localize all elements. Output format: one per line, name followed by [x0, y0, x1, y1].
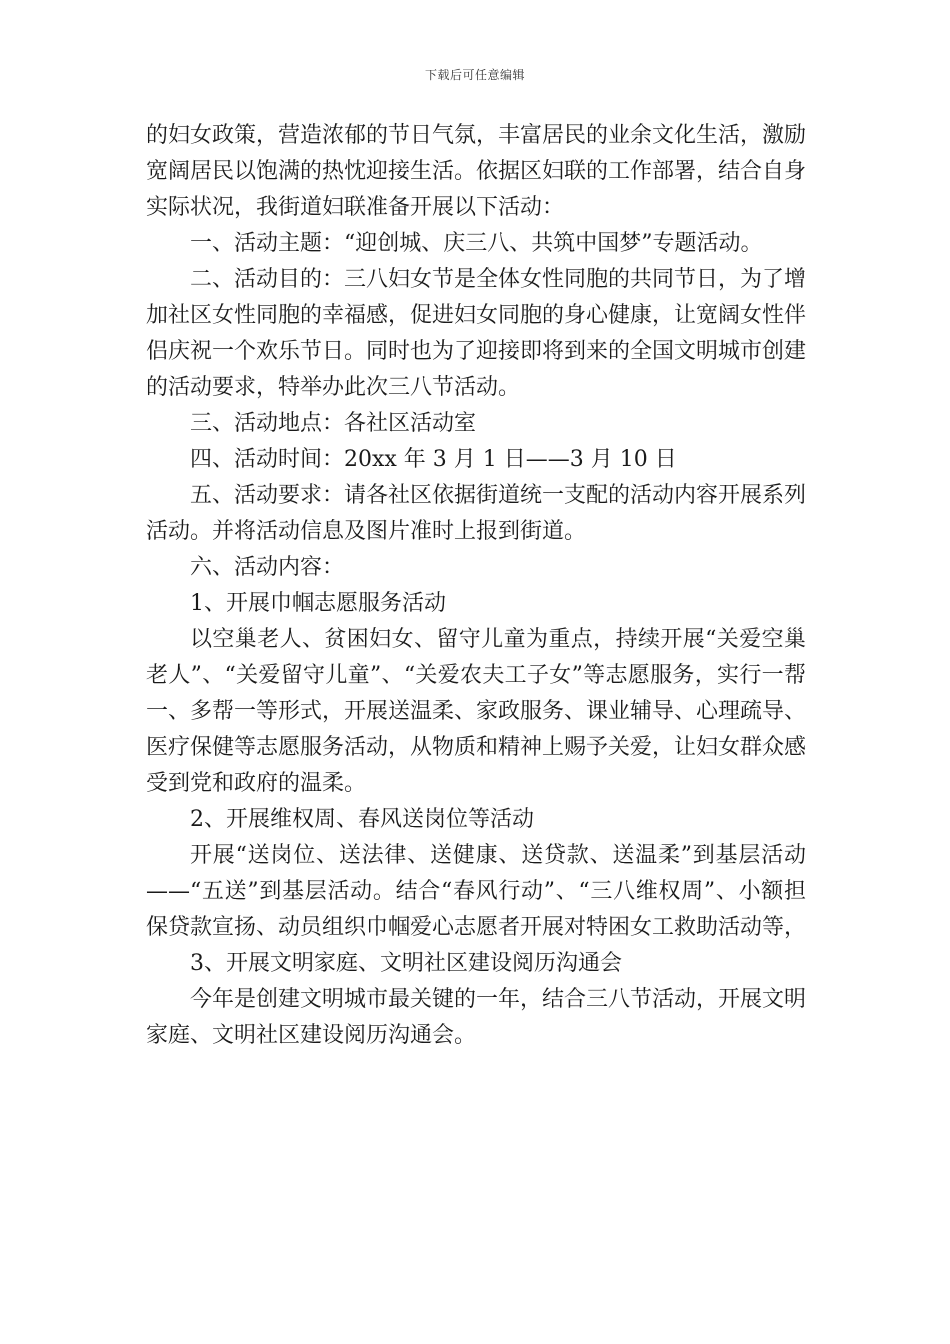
paragraph-item-1-body: 以空巢老人、贫困妇女、留守儿童为重点，持续开展“关爱空巢老人”、“关爱留守儿童”、“关爱农夫工子女”等志愿服务，实行一帮一、多帮一等形式，开展送温柔、家政服务、课业辅导、心理疏导、医疗保健等志愿服务活动，从物质和精神上赐予关爱，让妇女群众感受到党和政府的温柔。: [146, 627, 807, 796]
paragraph-item-3-body: 今年是创建文明城市最关键的一年，结合三八节活动，开展文明家庭、文明社区建设阅历沟通会。: [146, 987, 807, 1048]
paragraph-requirements: 五、活动要求：请各社区依据街道统一支配的活动内容开展系列活动。并将活动信息及图片准时上报到街道。: [146, 483, 807, 544]
paragraph-item-2-body: 开展“送岗位、送法律、送健康、送贷款、送温柔”到基层活动——“五送”到基层活动。结合“春风行动”、“三八维权周”、小额担保贷款宣扬、动员组织巾帼爱心志愿者开展对特困女工救助活动等，: [146, 843, 807, 940]
paragraph-item-3-heading: 3、开展文明家庭、文明社区建设阅历沟通会: [190, 951, 622, 976]
paragraph-intro: 的妇女政策，营造浓郁的节日气氛，丰富居民的业余文化生活，激励宽阔居民以饱满的热忱迎接生活。依据区妇联的工作部署，结合自身实际状况，我街道妇联准备开展以下活动：: [146, 123, 807, 220]
header-note: 下载后可任意编辑: [424, 68, 525, 82]
paragraph-location: 三、活动地点：各社区活动室: [190, 411, 477, 436]
paragraph-theme: 一、活动主题：“迎创城、庆三八、共筑中国梦”专题活动。: [190, 231, 763, 256]
paragraph-item-1-heading: 1、开展巾帼志愿服务活动: [190, 591, 446, 616]
paragraph-purpose: 二、活动目的：三八妇女节是全体女性同胞的共同节日，为了增加社区女性同胞的幸福感，促进妇女同胞的身心健康，让宽阔女性伴侣庆祝一个欢乐节日。同时也为了迎接即将到来的全国文明城市创建的活动要求，特举办此次三八节活动。: [146, 267, 807, 400]
paragraph-content-heading: 六、活动内容：: [190, 555, 345, 580]
document-body: [146, 118, 806, 1054]
paragraph-item-2-heading: 2、开展维权周、春风送岗位等活动: [190, 807, 534, 832]
paragraph-time: 四、活动时间：20xx 年 3 月 1 日——3 月 10 日: [190, 447, 677, 472]
